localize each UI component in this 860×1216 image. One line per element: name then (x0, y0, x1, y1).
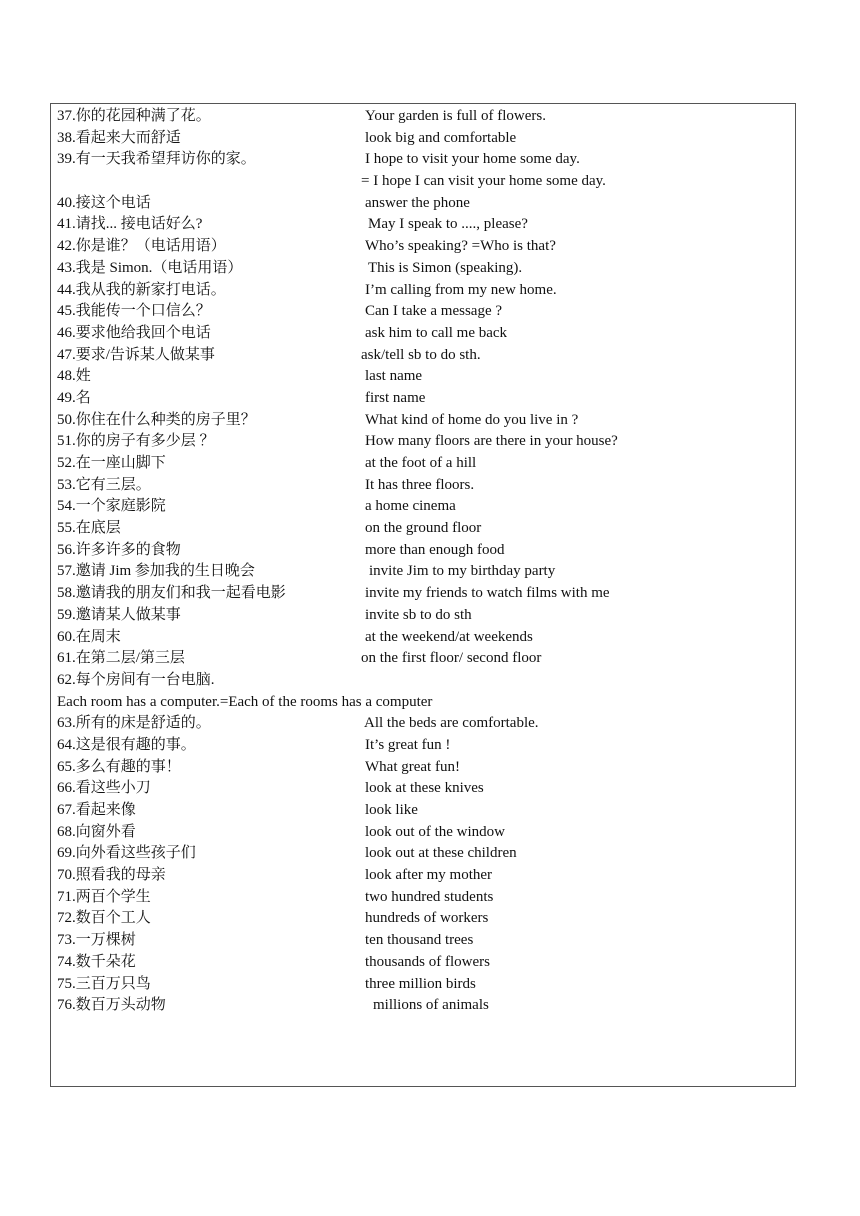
english-phrase: on the first floor/ second floor (361, 650, 542, 667)
english-phrase: first name (365, 389, 426, 406)
chinese-phrase: 76.数百万头动物 (57, 997, 166, 1014)
chinese-phrase: 48.姓 (57, 368, 91, 385)
vocab-row (57, 908, 793, 930)
english-phrase: hundreds of workers (365, 910, 489, 927)
chinese-phrase: 62.每个房间有一台电脑. (57, 671, 215, 688)
chinese-phrase: 45.我能传一个口信么？ (57, 303, 211, 320)
vocab-row (57, 865, 793, 887)
chinese-phrase: 61.在第二层/第三层 (57, 650, 185, 667)
english-phrase: May I speak to ...., please? (368, 216, 528, 233)
chinese-phrase: 71.两百个学生 (57, 888, 151, 905)
english-phrase: look out at these children (365, 845, 517, 862)
english-phrase: What great fun! (365, 758, 460, 775)
chinese-phrase: 40.接这个电话 (57, 194, 151, 211)
chinese-phrase: 47.要求/告诉某人做某事 (57, 346, 215, 363)
vocab-row (57, 258, 793, 280)
vocab-row (57, 475, 793, 497)
chinese-phrase: 65.多么有趣的事！ (57, 758, 181, 775)
chinese-phrase: 73.一万棵树 (57, 932, 136, 949)
chinese-phrase: 75.三百万只鸟 (57, 975, 151, 992)
english-phrase: ask/tell sb to do sth. (361, 346, 481, 363)
english-phrase: It has three floors. (365, 476, 475, 493)
vocab-row (57, 518, 793, 540)
english-phrase: a home cinema (365, 498, 456, 515)
english-phrase: three million birds (365, 975, 476, 992)
vocab-row (57, 843, 793, 865)
vocab-row (57, 735, 793, 757)
chinese-phrase: 55.在底层 (57, 520, 121, 537)
english-phrase: I hope to visit your home some day. (365, 151, 580, 168)
chinese-phrase: 56.许多许多的食物 (57, 541, 181, 558)
chinese-phrase: 72.数百个工人 (57, 910, 151, 927)
vocab-row (57, 627, 793, 649)
vocab-row (57, 280, 793, 302)
english-phrase: two hundred students (365, 888, 494, 905)
english-phrase: Can I take a message ? (365, 303, 503, 320)
vocab-row (57, 106, 793, 128)
vocab-row (57, 778, 793, 800)
english-phrase: = I hope I can visit your home some day. (361, 173, 606, 190)
vocab-row (57, 236, 793, 258)
english-phrase: invite my friends to watch films with me (365, 585, 610, 602)
chinese-phrase: 69.向外看这些孩子们 (57, 845, 196, 862)
vocab-row (57, 583, 793, 605)
chinese-phrase: 37.你的花园种满了花。 (57, 108, 211, 124)
vocab-row (57, 648, 793, 670)
chinese-phrase: 68.向窗外看 (57, 823, 136, 840)
chinese-phrase: 39.有一天我希望拜访你的家。 (57, 151, 256, 168)
chinese-phrase: 50.你住在什么种类的房子里？ (57, 411, 256, 428)
english-phrase: thousands of flowers (365, 953, 490, 970)
chinese-phrase: 57.邀请 Jim 参加我的生日晚会 (57, 563, 255, 580)
chinese-phrase: 66.看这些小刀 (57, 780, 151, 797)
english-phrase: look after my mother (365, 867, 493, 884)
vocab-row (57, 431, 793, 453)
chinese-phrase: 44.我从我的新家打电话。 (57, 281, 226, 298)
english-phrase: look like (365, 802, 418, 818)
english-phrase: on the ground floor (365, 520, 482, 537)
chinese-phrase: 46.要求他给我回个电话 (57, 324, 211, 341)
vocab-row (57, 952, 793, 974)
vocab-row (57, 171, 793, 193)
vocab-row (57, 692, 793, 714)
vocab-row (57, 214, 793, 236)
vocab-row (57, 974, 793, 996)
vocab-row (57, 800, 793, 822)
vocab-row (57, 301, 793, 323)
chinese-phrase: 38.看起来大而舒适 (57, 129, 181, 146)
chinese-phrase: 41.请找... 接电话好么? (57, 216, 203, 233)
vocab-row (57, 193, 793, 215)
english-phrase: millions of animals (373, 997, 489, 1014)
chinese-phrase: 63.所有的床是舒适的。 (57, 715, 211, 732)
english-phrase: look out of the window (365, 823, 505, 840)
english-phrase: I’m calling from my new home. (365, 281, 557, 298)
vocab-row (57, 453, 793, 475)
chinese-phrase: 58.邀请我的朋友们和我一起看电影 (57, 585, 286, 602)
chinese-phrase: 67.看起来像 (57, 802, 136, 818)
vocab-row (57, 345, 793, 367)
vocab-row (57, 323, 793, 345)
vocab-row (57, 561, 793, 583)
vocab-row (57, 366, 793, 388)
english-phrase: at the weekend/at weekends (365, 628, 533, 645)
vocab-row (57, 995, 793, 1017)
english-phrase: look at these knives (365, 780, 484, 797)
english-phrase: answer the phone (365, 194, 470, 211)
english-phrase: What kind of home do you live in ? (365, 411, 579, 428)
english-phrase: This is Simon (speaking). (368, 259, 523, 276)
vocab-row (57, 757, 793, 779)
vocab-row (57, 410, 793, 432)
chinese-phrase: 54.一个家庭影院 (57, 498, 166, 515)
english-phrase: at the foot of a hill (365, 455, 477, 471)
english-phrase: more than enough food (365, 541, 505, 558)
english-phrase: Your garden is full of flowers. (365, 108, 546, 124)
chinese-phrase: 52.在一座山脚下 (57, 455, 166, 471)
full-line-text: Each room has a computer.=Each of the rooms has a computer (57, 693, 433, 710)
vocab-row (57, 540, 793, 562)
chinese-phrase: 74.数千朵花 (57, 953, 136, 970)
english-phrase: invite Jim to my birthday party (369, 563, 556, 580)
chinese-phrase: 64.这是很有趣的事。 (57, 736, 196, 753)
vocab-row (57, 670, 793, 692)
vocab-row (57, 388, 793, 410)
vocab-row (57, 822, 793, 844)
vocab-row (57, 149, 793, 171)
vocab-row (57, 496, 793, 518)
english-phrase: ask him to call me back (365, 324, 508, 341)
english-phrase: look big and comfortable (365, 129, 517, 146)
english-phrase: Who’s speaking? =Who is that? (365, 238, 556, 255)
chinese-phrase: 51.你的房子有多少层 ？ (57, 433, 215, 450)
vocab-row (57, 605, 793, 627)
chinese-phrase: 59.邀请某人做某事 (57, 606, 181, 623)
english-phrase: last name (365, 368, 423, 385)
vocab-row (57, 930, 793, 952)
chinese-phrase: 70.照看我的母亲 (57, 867, 166, 884)
chinese-phrase: 43.我是 Simon.（电话用语） (57, 259, 243, 276)
vocab-row (57, 887, 793, 909)
vocab-row (57, 128, 793, 150)
english-phrase: ten thousand trees (365, 932, 474, 949)
chinese-phrase: 49.名 (57, 389, 91, 406)
chinese-phrase: 60.在周末 (57, 628, 121, 645)
english-phrase: All the beds are comfortable. (364, 715, 539, 732)
english-phrase: How many floors are there in your house? (365, 433, 618, 450)
chinese-phrase: 53.它有三层。 (57, 476, 151, 493)
chinese-phrase: 42.你是谁？（电话用语） (57, 238, 226, 255)
english-phrase: It’s great fun ! (365, 736, 451, 753)
english-phrase: invite sb to do sth (365, 606, 472, 623)
vocabulary-list (57, 106, 793, 1017)
vocab-row (57, 713, 793, 735)
